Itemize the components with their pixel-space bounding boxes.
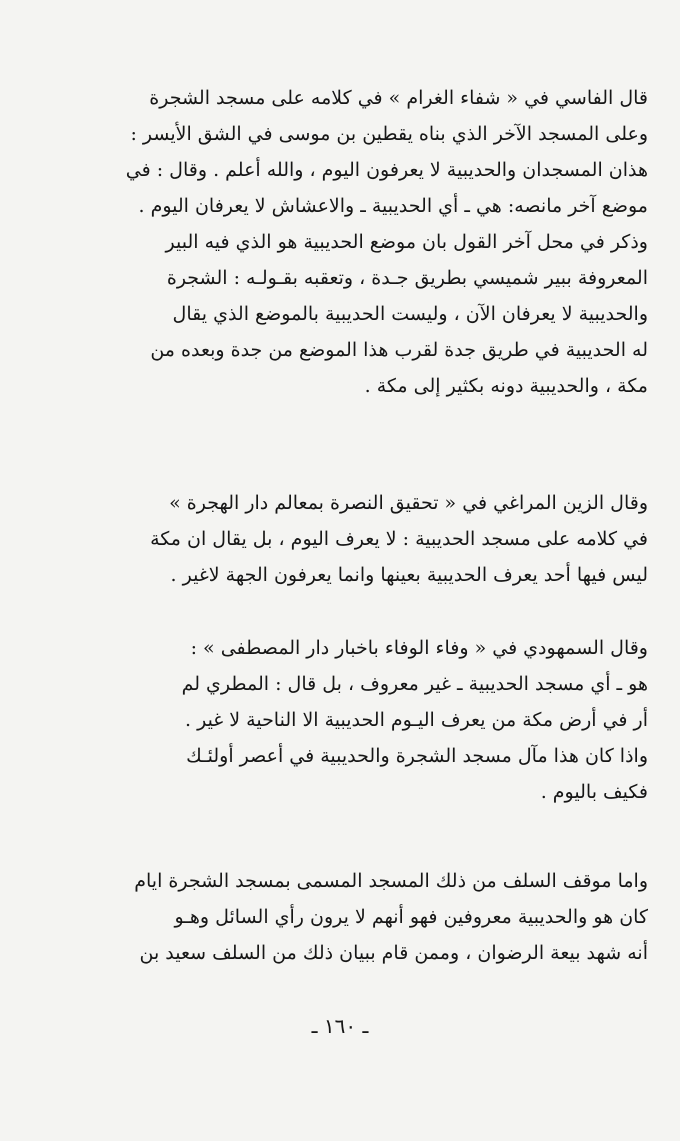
paragraph-maraghi-quote	[44, 485, 648, 593]
paragraph-fasi-quote	[44, 80, 648, 404]
paragraph-samhudi-quote	[44, 630, 648, 810]
page-number: ـ ١٦٠ ـ	[311, 1014, 369, 1038]
text-line: والحديبية لا يعرفان الآن ، وليست الحديبية بالموضع الذي يقال	[172, 303, 648, 325]
text-line: واذا كان هذا مآل مسجد الشجرة والحديبية في أعصر أولئـك	[186, 745, 648, 767]
paragraph-salaf-position	[44, 863, 648, 971]
text-line: قال الفاسي في « شفاء الغرام » في كلامه على مسجد الشجرة	[149, 87, 648, 109]
text-line: هذان المسجدان والحديبية لا يعرفون اليوم ، والله أعلم . وقال : في	[125, 159, 648, 181]
text-line: وذكر في محل آخر القول بان موضع الحديبية هو الذي فيه البير	[165, 231, 648, 253]
text-line: وقال السمهودي في « وفاء الوفاء باخبار دار المصطفى » :	[190, 637, 648, 659]
text-line: كان هو والحديبية معروفين فهو أنهم لا يرون رأي السائل وهـو	[174, 906, 648, 928]
text-line: أر في أرض مكة من يعرف اليـوم الحديبية الا الناحية لا غير .	[185, 709, 648, 731]
text-line: ليس فيها أحد يعرف الحديبية بعينها وانما يعرفون الجهة لاغير .	[170, 564, 648, 586]
text-line: في كلامه على مسجد الحديبية : لا يعرف اليوم ، بل يقال ان مكة	[150, 528, 648, 550]
text-line: وعلى المسجد الآخر الذي بناه يقطين بن موسى في الشق الأيسر :	[130, 123, 648, 145]
text-line: وقال الزين المراغي في « تحقيق النصرة بمعالم دار الهجرة »	[169, 492, 648, 514]
text-line: له الحديبية في طريق جدة لقرب هذا الموضع من جدة وبعده من	[150, 339, 648, 361]
text-line: مكة ، والحديبية دونه بكثير إلى مكة .	[364, 375, 648, 397]
text-line: المعروفة ببير شميسي بطريق جـدة ، وتعقبه بقـولـه : الشجرة	[166, 267, 648, 289]
text-line: موضع آخر مانصه: هي ـ أي الحديبية ـ والاعشاش لا يعرفان اليوم .	[138, 195, 648, 217]
text-line: أنه شهد بيعة الرضوان ، وممن قام ببيان ذلك من السلف سعيد بن	[139, 942, 648, 964]
text-line: هو ـ أي مسجد الحديبية ـ غير معروف ، بل قال : المطري لم	[181, 673, 648, 695]
text-line: فكيف باليوم .	[540, 781, 648, 803]
text-line: واما موقف السلف من ذلك المسجد المسمى بمسجد الشجرة ايام	[134, 870, 648, 892]
